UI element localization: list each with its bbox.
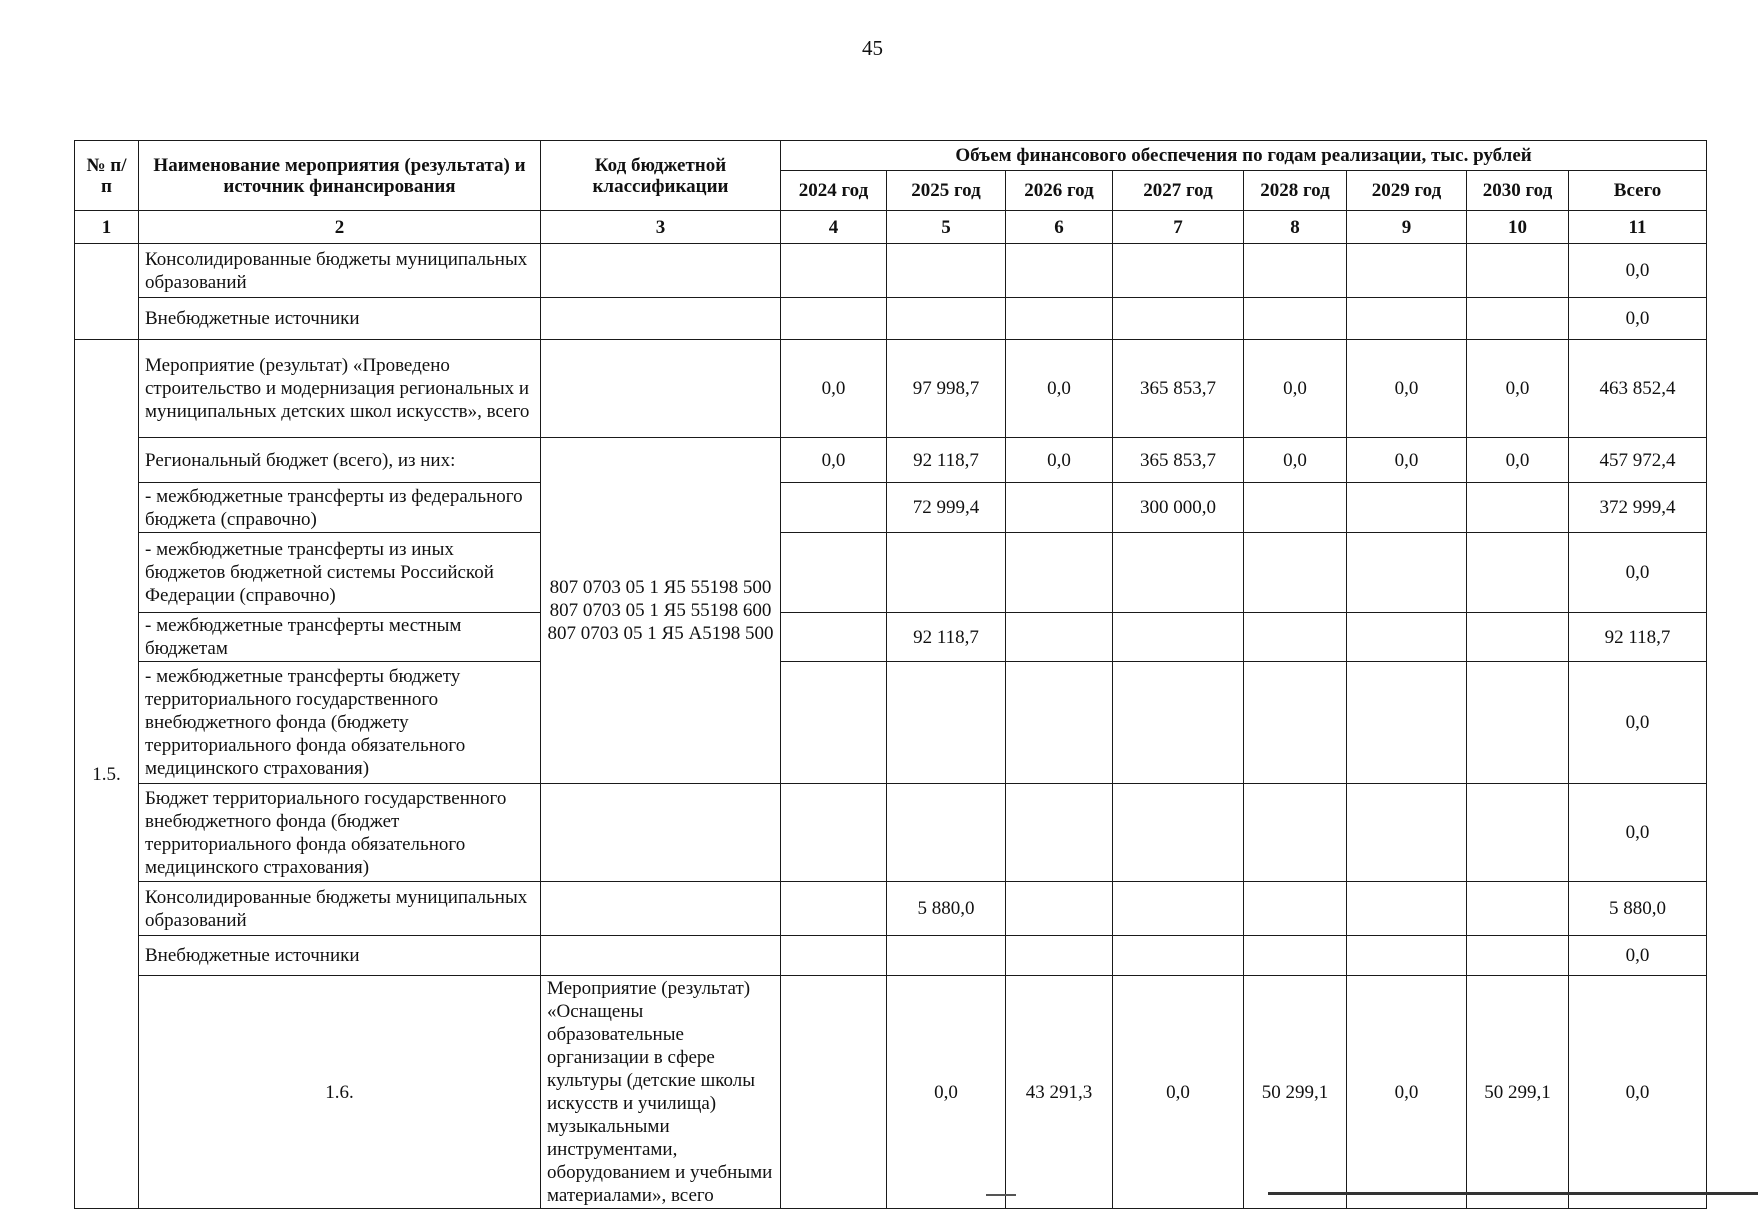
table-row — [75, 662, 1707, 784]
column-number: 2 — [139, 211, 541, 244]
row-code — [781, 976, 887, 1209]
scan-artifact-line — [986, 1194, 1016, 1196]
value-2028: 0,0 — [1244, 340, 1347, 438]
row-name: - межбюджетные трансферты из иных бюджетов бюджетной системы Российской Федерации (справочно) — [139, 533, 541, 613]
row-name: Региональный бюджет (всего), из них: — [139, 438, 541, 483]
column-number: 9 — [1347, 211, 1467, 244]
value-total: 5 880,0 — [1569, 882, 1707, 936]
table-row — [75, 298, 1707, 340]
value-2028: 0,0 — [1244, 438, 1347, 483]
header-year-2028: 2028 год — [1244, 171, 1347, 211]
row-name: - межбюджетные трансферты бюджету территориального государственного внебюджетного фонда (бюджету территориального фонда обязательного медицинского страхования) — [139, 662, 541, 784]
value-2026: 0,0 — [1113, 976, 1244, 1209]
table-row — [75, 483, 1707, 533]
row-name: Внебюджетные источники — [139, 936, 541, 976]
row-name: Бюджет территориального государственного внебюджетного фонда (бюджет территориального фонда обязательного медицинского страхования) — [139, 784, 541, 882]
header-year-2024: 2024 год — [781, 171, 887, 211]
table-row — [75, 244, 1707, 298]
row-name: Мероприятие (результат) «Оснащены образовательные организации в сфере культуры (детские школы искусств и училища) музыкальными инструментами, оборудованием и учебными материалами», всего — [541, 976, 781, 1209]
row-name: Мероприятие (результат) «Проведено строительство и модернизация региональных и муниципальных детских школ искусств», всего — [139, 340, 541, 438]
value-total: 0,0 — [1569, 784, 1707, 882]
value-2028: 0,0 — [1347, 976, 1467, 1209]
table-row — [75, 936, 1707, 976]
table-row — [75, 882, 1707, 936]
row-code — [541, 784, 781, 882]
value-2026: 0,0 — [1006, 340, 1113, 438]
value-total: 457 972,4 — [1569, 438, 1707, 483]
value-total: 0,0 — [1569, 936, 1707, 976]
row-name: - межбюджетные трансферты местным бюджетам — [139, 613, 541, 662]
header-name: Наименование мероприятия (результата) и источник финансирования — [139, 141, 541, 211]
value-2030: 0,0 — [1569, 976, 1707, 1209]
column-number: 4 — [781, 211, 887, 244]
row-code — [541, 298, 781, 340]
column-number: 5 — [887, 211, 1006, 244]
value-2027: 365 853,7 — [1113, 340, 1244, 438]
value-2029: 50 299,1 — [1467, 976, 1569, 1209]
value-2025: 72 999,4 — [887, 483, 1006, 533]
column-number: 6 — [1006, 211, 1113, 244]
value-2025: 5 880,0 — [887, 882, 1006, 936]
row-code — [541, 882, 781, 936]
column-number: 8 — [1244, 211, 1347, 244]
value-2024: 0,0 — [781, 438, 887, 483]
value-2024: 0,0 — [781, 340, 887, 438]
value-total: 0,0 — [1569, 662, 1707, 784]
value-2030: 0,0 — [1467, 340, 1569, 438]
column-number: 11 — [1569, 211, 1707, 244]
table-row — [75, 976, 1707, 1209]
header-year-2026: 2026 год — [1006, 171, 1113, 211]
row-code — [541, 340, 781, 438]
table-row — [75, 613, 1707, 662]
value-2027: 300 000,0 — [1113, 483, 1244, 533]
value-2027: 50 299,1 — [1244, 976, 1347, 1209]
header-total: Всего — [1569, 171, 1707, 211]
budget-code: 807 0703 05 1 Я5 55198 500 807 0703 05 1 Я5 55198 600 807 0703 05 1 Я5 А5198 500 — [541, 438, 781, 784]
section-number: 1.6. — [139, 976, 541, 1209]
header-num: № п/п — [75, 141, 139, 211]
value-2024: 0,0 — [887, 976, 1006, 1209]
header-code: Код бюджетной классификации — [541, 141, 781, 211]
column-number: 1 — [75, 211, 139, 244]
row-name: - межбюджетные трансферты из федерального бюджета (справочно) — [139, 483, 541, 533]
page-number: 45 — [862, 36, 883, 60]
row-total: 0,0 — [1569, 298, 1707, 340]
value-total: 463 852,4 — [1569, 340, 1707, 438]
value-2029: 0,0 — [1347, 340, 1467, 438]
table-row — [75, 533, 1707, 613]
value-total: 0,0 — [1569, 533, 1707, 613]
header-year-2030: 2030 год — [1467, 171, 1569, 211]
value-2030: 0,0 — [1467, 438, 1569, 483]
value-2027: 365 853,7 — [1113, 438, 1244, 483]
table-row — [75, 784, 1707, 882]
header-year-2029: 2029 год — [1347, 171, 1467, 211]
column-number: 10 — [1467, 211, 1569, 244]
row-code — [541, 244, 781, 298]
table-row — [75, 438, 1707, 483]
value-2025: 92 118,7 — [887, 613, 1006, 662]
value-2025: 43 291,3 — [1006, 976, 1113, 1209]
value-2025: 92 118,7 — [887, 438, 1006, 483]
row-name: Консолидированные бюджеты муниципальных образований — [139, 882, 541, 936]
row-name: Внебюджетные источники — [139, 298, 541, 340]
value-total: 372 999,4 — [1569, 483, 1707, 533]
value-total: 92 118,7 — [1569, 613, 1707, 662]
financing-table — [74, 140, 1707, 1209]
row-num-cell — [75, 244, 139, 340]
value-2025: 97 998,7 — [887, 340, 1006, 438]
table-row — [75, 340, 1707, 438]
column-number: 7 — [1113, 211, 1244, 244]
value-2026: 0,0 — [1006, 438, 1113, 483]
column-number: 3 — [541, 211, 781, 244]
value-2029: 0,0 — [1347, 438, 1467, 483]
row-total: 0,0 — [1569, 244, 1707, 298]
header-year-2027: 2027 год — [1113, 171, 1244, 211]
scan-artifact-line — [1268, 1192, 1758, 1195]
section-number: 1.5. — [75, 340, 139, 1209]
header-year-2025: 2025 год — [887, 171, 1006, 211]
header-volume: Объем финансового обеспечения по годам реализации, тыс. рублей — [781, 141, 1707, 171]
row-code — [541, 936, 781, 976]
row-name: Консолидированные бюджеты муниципальных образований — [139, 244, 541, 298]
